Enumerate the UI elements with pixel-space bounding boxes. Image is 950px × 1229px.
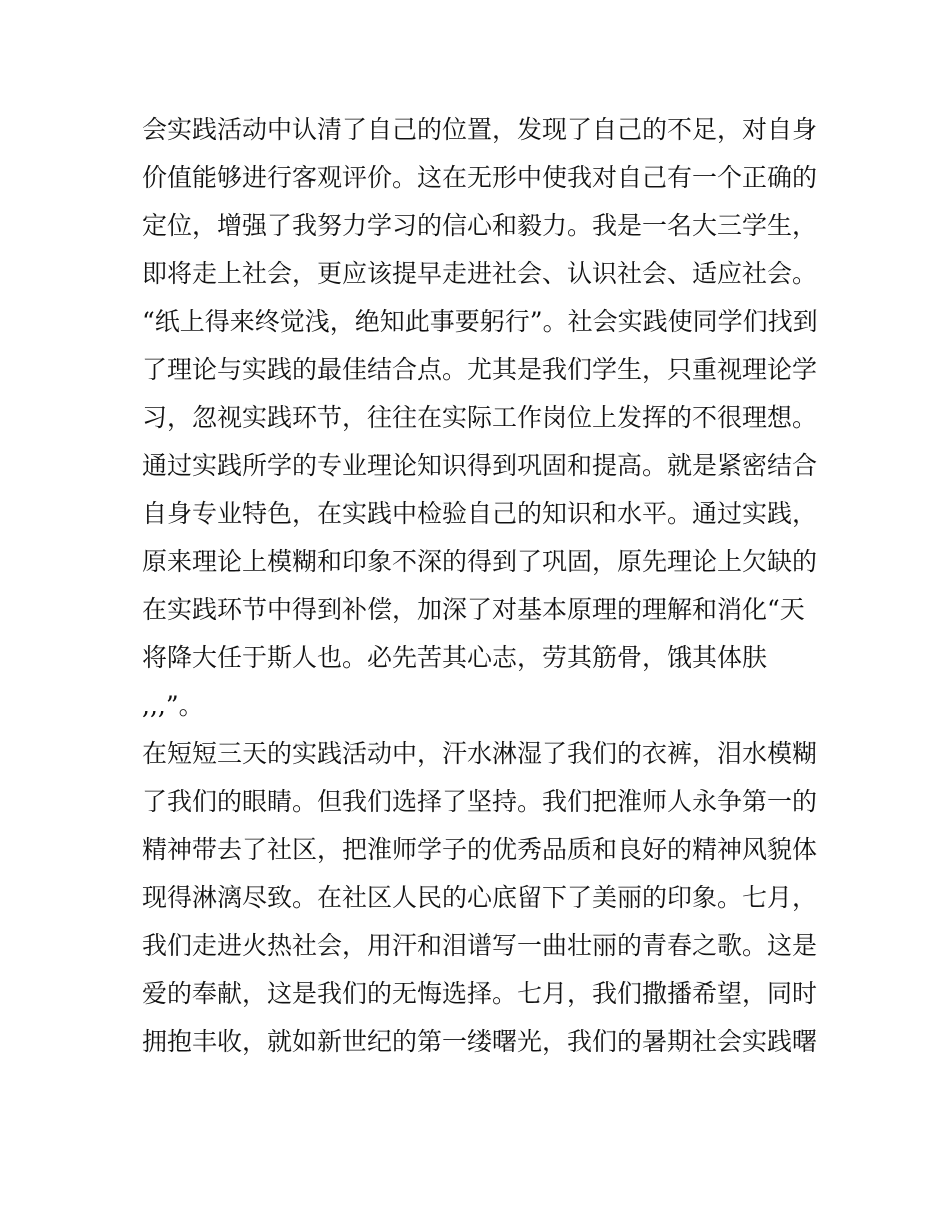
text-line: 自身专业特色，在实践中检验自己的知识和水平。通过实践， — [142, 499, 818, 528]
text-line: 爱的奉献，这是我们的无悔选择。七月，我们撒播希望，同时 — [142, 979, 818, 1008]
body-text — [142, 106, 822, 1066]
text-line: 拥抱丰收，就如新世纪的第一缕曙光，我们的暑期社会实践曙 — [142, 1027, 818, 1056]
text-line: 习，忽视实践环节，往往在实际工作岗位上发挥的不很理想。 — [142, 403, 818, 432]
text-line: 即将走上社会，更应该提早走进社会、认识社会、适应社会。 — [142, 259, 818, 288]
text-line: “纸上得来终觉浅，绝知此事要躬行”。社会实践使同学们找到 — [142, 307, 818, 336]
text-line: 现得淋漓尽致。在社区人民的心底留下了美丽的印象。七月， — [142, 883, 818, 912]
text-line: 将降大任于斯人也。必先苦其心志，劳其筋骨，饿其体肤 — [142, 643, 768, 672]
text-line: 价值能够进行客观评价。这在无形中使我对自己有一个正确的 — [142, 163, 818, 192]
text-line: 了理论与实践的最佳结合点。尤其是我们学生，只重视理论学 — [142, 355, 818, 384]
text-line: 在短短三天的实践活动中，汗水淋湿了我们的衣裤，泪水模糊 — [142, 739, 818, 768]
text-line: 了我们的眼睛。但我们选择了坚持。我们把淮师人永争第一的 — [142, 787, 818, 816]
text-line: 会实践活动中认清了自己的位置，发现了自己的不足，对自身 — [142, 115, 818, 144]
text-line: 我们走进火热社会，用汗和泪谱写一曲壮丽的青春之歌。这是 — [142, 931, 818, 960]
text-line: 原来理论上模糊和印象不深的得到了巩固，原先理论上欠缺的 — [142, 547, 818, 576]
text-line: ,,,”。 — [142, 691, 204, 720]
text-line: 精神带去了社区，把淮师学子的优秀品质和良好的精神风貌体 — [142, 835, 818, 864]
text-line: 通过实践所学的专业理论知识得到巩固和提高。就是紧密结合 — [142, 451, 818, 480]
text-line: 在实践环节中得到补偿，加深了对基本原理的理解和消化“天 — [142, 595, 805, 624]
text-line: 定位，增强了我努力学习的信心和毅力。我是一名大三学生， — [142, 211, 818, 240]
